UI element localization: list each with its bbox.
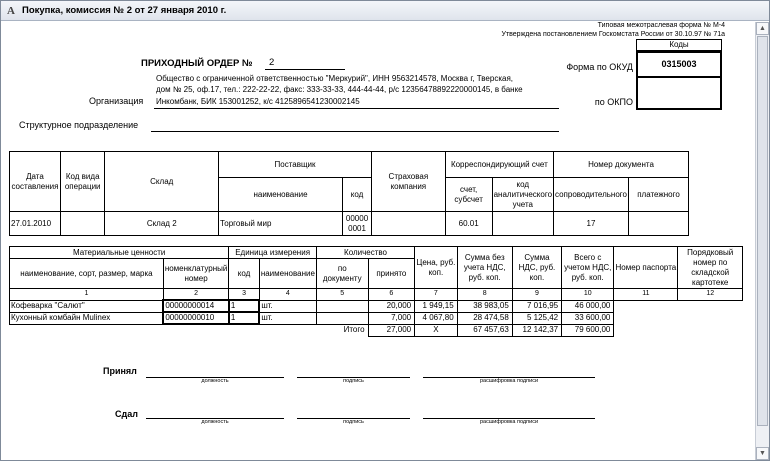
received-decoding: расшифровка подписи <box>479 378 539 384</box>
order-title: ПРИХОДНЫЙ ОРДЕР № <box>141 58 253 69</box>
item-price: 4 067,80 <box>415 312 458 324</box>
received-label: Принял <box>103 366 137 376</box>
item-qty-doc <box>316 300 368 312</box>
doc-payment-cell <box>629 212 689 236</box>
h-supplier-name: наименование <box>219 178 343 212</box>
item-name: Кофеварка "Салют" <box>10 300 164 312</box>
org-line-1: Общество с ограниченной ответственностью "Меркурий", ИНН 9563214578, Москва г, Тверская, <box>156 74 514 83</box>
col-num: 7 <box>415 289 458 301</box>
supplier-name-cell: Торговый мир <box>219 212 343 236</box>
handed-position: должность <box>201 419 229 425</box>
col-num: 11 <box>614 289 678 301</box>
handed-decoding: расшифровка подписи <box>479 419 539 425</box>
scroll-thumb[interactable] <box>757 36 768 426</box>
total-price: X <box>415 324 458 336</box>
col-num: 3 <box>229 289 259 301</box>
h-account: Корреспондирующий счет <box>445 152 553 178</box>
received-position: должность <box>201 378 229 384</box>
org-line-2: дом № 25, оф.17, тел.: 222-22-22, факс: 333-33-33, 444-44-44, р/с 12356478892220000145, в банке <box>156 85 523 94</box>
item-qty-accepted: 20,000 <box>368 300 415 312</box>
h-card: Порядковый номер по складской картотеке <box>678 247 743 289</box>
okpo-value <box>636 78 722 110</box>
document-icon: A <box>7 4 15 17</box>
col-num: 1 <box>10 289 164 301</box>
warehouse-cell: Склад 2 <box>105 212 219 236</box>
h-total: Всего с учетом НДС, руб. коп. <box>562 247 614 289</box>
handed-label: Сдал <box>115 409 138 419</box>
h-doc-payment: платежного <box>629 178 689 212</box>
handed-signature: подпись <box>343 419 364 425</box>
insurer-cell <box>372 212 446 236</box>
h-unit-name: наименование <box>259 259 316 289</box>
goods-table <box>9 246 743 337</box>
item-qty-accepted: 7,000 <box>368 312 415 324</box>
item-passport <box>614 312 678 324</box>
col-num: 8 <box>457 289 512 301</box>
scroll-up-icon[interactable]: ▲ <box>756 22 769 35</box>
table-row <box>10 312 743 324</box>
h-insurer: Страховая компания <box>372 152 446 212</box>
supplier-code-cell: 000000001 <box>343 212 372 236</box>
h-sum-no-vat: Сумма без учета НДС, руб. коп. <box>457 247 512 289</box>
h-acc: счет, субсчет <box>445 178 492 212</box>
operation-code-cell <box>60 212 105 236</box>
total-vat: 12 142,37 <box>512 324 561 336</box>
col-num: 12 <box>678 289 743 301</box>
org-line-3: Инкомбанк, БИК 153001252, к/с 4125896541230002145 <box>156 97 360 106</box>
h-price: Цена, руб. коп. <box>415 247 458 289</box>
okpo-label: по ОКПО <box>594 97 633 107</box>
item-nomen: 00000000014 <box>163 300 229 312</box>
h-vat: Сумма НДС, руб. коп. <box>512 247 561 289</box>
h-nomen: номенклатурный номер <box>163 259 229 289</box>
item-qty-doc <box>316 312 368 324</box>
item-name: Кухонный комбайн Mulinex <box>10 312 164 324</box>
received-signature: подпись <box>343 378 364 384</box>
total-label: Итого <box>343 325 365 335</box>
col-num: 10 <box>562 289 614 301</box>
h-unit-code: код <box>229 259 259 289</box>
h-quantity: Количество <box>316 247 414 259</box>
item-sum: 38 983,05 <box>457 300 512 312</box>
h-supplier-code: код <box>343 178 372 212</box>
item-unit-name: шт. <box>259 312 316 324</box>
h-doc-number: Номер документа <box>554 152 689 178</box>
scroll-down-icon[interactable]: ▼ <box>756 447 769 460</box>
item-total: 46 000,00 <box>562 300 614 312</box>
col-num: 4 <box>259 289 316 301</box>
h-item-name: наименование, сорт, размер, марка <box>10 259 164 289</box>
h-doc-accompanying: сопроводительного <box>554 178 629 212</box>
division-label: Структурное подразделение <box>19 120 139 130</box>
item-card <box>678 312 743 324</box>
doc-accompanying-cell: 17 <box>554 212 629 236</box>
item-passport <box>614 300 678 312</box>
acc-code-cell <box>492 212 553 236</box>
item-unit-code: 1 <box>229 312 259 324</box>
receipt-header-table <box>9 151 689 236</box>
item-card <box>678 300 743 312</box>
item-vat: 7 016,95 <box>512 300 561 312</box>
totals-row <box>10 324 743 336</box>
h-warehouse: Склад <box>105 152 219 212</box>
total-qty: 27,000 <box>368 324 415 336</box>
col-num: 2 <box>163 289 229 301</box>
window-title: Покупка, комиссия № 2 от 27 января 2010 г. <box>22 5 227 16</box>
order-number: 2 <box>269 57 275 68</box>
okud-label: Форма по ОКУД <box>566 62 633 72</box>
item-unit-code: 1 <box>229 300 259 312</box>
h-passport: Номер паспорта <box>614 247 678 289</box>
form-type: Типовая межотраслевая форма № М-4 <box>597 22 725 29</box>
acc-cell: 60.01 <box>445 212 492 236</box>
item-price: 1 949,15 <box>415 300 458 312</box>
form-approved: Утверждена постановлением Госкомстата России от 30.10.97 № 71а <box>501 31 725 38</box>
item-vat: 5 125,42 <box>512 312 561 324</box>
h-qty-accepted: принято <box>368 259 415 289</box>
h-acc-code: код аналитического учета <box>492 178 553 212</box>
item-sum: 28 474,58 <box>457 312 512 324</box>
item-nomen: 00000000010 <box>163 312 229 324</box>
col-num: 9 <box>512 289 561 301</box>
codes-label: Коды <box>636 39 722 51</box>
date-cell: 27.01.2010 <box>10 212 61 236</box>
printable-form <box>3 22 755 460</box>
total-total: 79 600,00 <box>562 324 614 336</box>
h-operation-code: Код вида операции <box>60 152 105 212</box>
okud-value: 0315003 <box>636 51 722 78</box>
h-qty-doc: по документу <box>316 259 368 289</box>
total-sum: 67 457,63 <box>457 324 512 336</box>
h-date: Дата составления <box>10 152 61 212</box>
col-num: 6 <box>368 289 415 301</box>
item-unit-name: шт. <box>259 300 316 312</box>
col-num: 5 <box>316 289 368 301</box>
h-supplier: Поставщик <box>219 152 372 178</box>
title-bar <box>1 1 769 21</box>
org-label: Организация <box>89 96 144 106</box>
h-unit: Единица измерения <box>229 247 317 259</box>
table-row <box>10 300 743 312</box>
item-total: 33 600,00 <box>562 312 614 324</box>
h-material-values: Материальные ценности <box>10 247 229 259</box>
vertical-scrollbar[interactable] <box>755 22 769 460</box>
